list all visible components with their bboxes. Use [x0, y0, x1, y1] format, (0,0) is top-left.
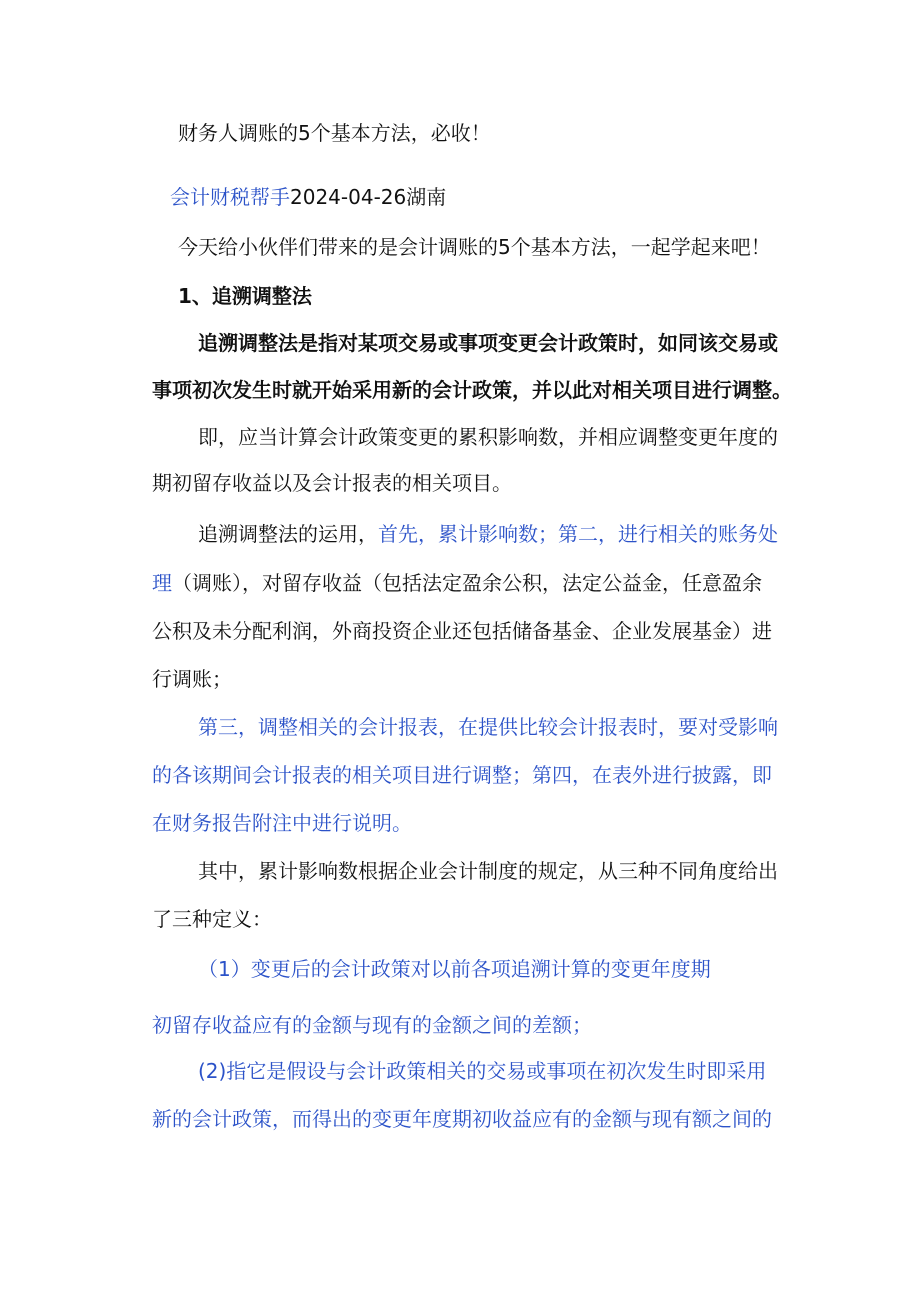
article-title: 财务人调账的5个基本方法，必收！: [178, 121, 491, 145]
application-line-2: [152, 570, 762, 596]
third-fourth-line-2: 的各该期间会计报表的相关项目进行调整；第四，在表外进行披露，即: [152, 763, 772, 787]
section-heading: 1、追溯调整法: [178, 284, 312, 308]
application-line-4: 行调账；: [152, 667, 232, 691]
third-fourth-line-3: 在财务报告附注中进行说明。: [152, 811, 412, 835]
def2-line-1: (2)指它是假设与会计政策相关的交易或事项在初次发生时即采用: [198, 1059, 767, 1083]
definition-line-1: 追溯调整法是指对某项交易或事项变更会计政策时，如同该交易或: [198, 331, 778, 355]
application-highlight-1: 首先，累计影响数；第二，进行相关的账务处: [378, 522, 778, 546]
cumulative-line-1: 即，应当计算会计政策变更的累积影响数，并相应调整变更年度的: [198, 425, 778, 449]
application-highlight-2: 理: [152, 571, 172, 595]
application-lead: 追溯调整法的运用，: [198, 522, 378, 546]
def1-line-1: （1）变更后的会计政策对以前各项追溯计算的变更年度期: [198, 957, 711, 981]
application-line-2-text: （调账），对留存收益（包括法定盈余公积，法定公益金，任意盈余: [172, 571, 762, 595]
def1-line-2: 初留存收益应有的金额与现有的金额之间的差额；: [152, 1013, 592, 1037]
definitions-intro-line-1: 其中，累计影响数根据企业会计制度的规定，从三种不同角度给出: [198, 859, 778, 883]
date-location: 2024-04-26湖南: [290, 185, 447, 209]
definitions-intro-line-2: 了三种定义：: [152, 907, 272, 931]
application-line-3: 公积及未分配利润，外商投资企业还包括储备基金、企业发展基金）进: [152, 619, 772, 643]
definition-line-2: 事项初次发生时就开始采用新的会计政策，并以此对相关项目进行调整。: [152, 378, 792, 402]
article-meta: [170, 184, 446, 210]
def2-line-2: 新的会计政策，而得出的变更年度期初收益应有的金额与现有额之间的: [152, 1107, 772, 1131]
third-fourth-line-1: 第三，调整相关的会计报表，在提供比较会计报表时，要对受影响: [198, 715, 778, 739]
application-line-1: [198, 521, 778, 547]
author-link[interactable]: 会计财税帮手: [170, 185, 290, 209]
intro-text: 今天给小伙伴们带来的是会计调账的5个基本方法，一起学起来吧！: [178, 235, 771, 259]
cumulative-line-2: 期初留存收益以及会计报表的相关项目。: [152, 471, 512, 495]
